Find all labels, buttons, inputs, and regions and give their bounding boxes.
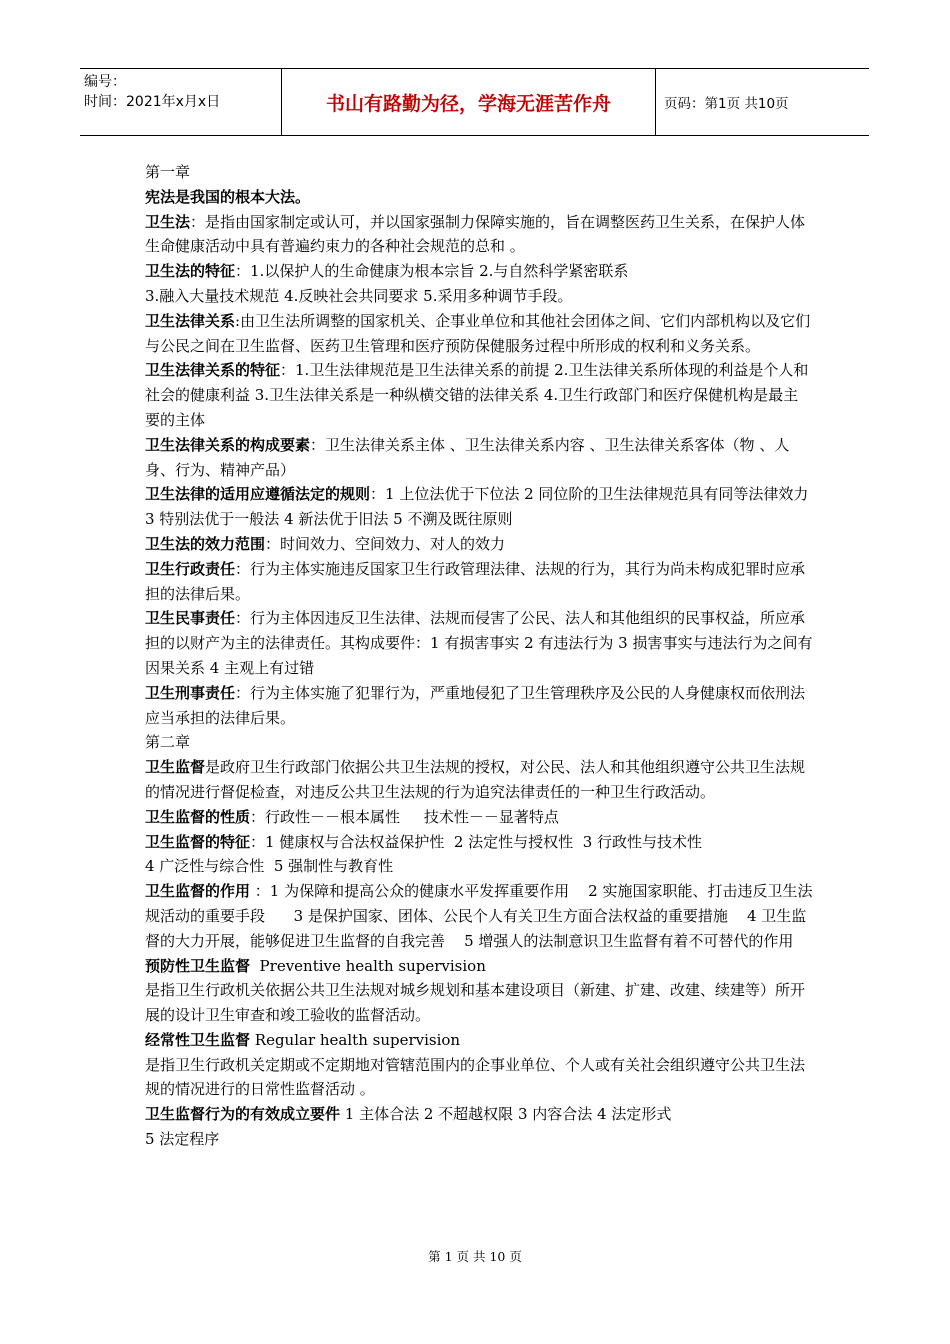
- paragraph-term: 卫生监督行为的有效成立要件: [145, 1105, 341, 1124]
- paragraph-text: ：行为主体实施了犯罪行为，严重地侵犯了卫生管理秩序及公民的人身健康权而依刑法应当承担的法律后果。: [145, 683, 806, 727]
- paragraph-text: ：卫生法律关系主体 、卫生法律关系内容 、卫生法律关系客体（物 、人身、行为、精神产品）: [145, 435, 790, 479]
- paragraph-term: 卫生行政责任: [145, 559, 236, 578]
- paragraph-text: :由卫生法所调整的国家机关、企事业单位和其他社会团体之间、它们内部机构以及它们与公民之间在卫生监督、医药卫生管理和医疗预防保健服务过程中所形成的权利和义务关系。: [145, 311, 811, 355]
- paragraph: [145, 284, 813, 309]
- paragraph-term: 卫生监督的特征: [145, 832, 251, 851]
- paragraph: [145, 1102, 813, 1127]
- paragraph-text: 1 主体合法 2 不超越权限 3 内容合法 4 法定形式: [340, 1105, 672, 1124]
- paragraph-term: 卫生法律关系的构成要素: [145, 435, 311, 454]
- paragraph-term: 卫生监督: [145, 758, 206, 777]
- paragraph: [145, 954, 813, 979]
- paragraph: [145, 730, 813, 755]
- paragraph-text: 5 法定程序: [145, 1130, 220, 1149]
- paragraph-term: 卫生法的特征: [145, 262, 236, 281]
- paragraph-text: Preventive health supervision: [250, 956, 486, 975]
- paragraph-term: 卫生法: [145, 212, 191, 231]
- paragraph-term: 卫生民事责任: [145, 609, 236, 628]
- paragraph-text: ：1.以保护人的生命健康为根本宗旨 2.与自然科学紧密联系: [235, 262, 629, 281]
- paragraph-text: ：1.卫生法律规范是卫生法律关系的前提 2.卫生法律关系所体现的利益是个人和社会的健康利益 3.卫生法律关系是一种纵横交错的法律关系 4.卫生行政部门和医疗保健机构是最主要的主体: [145, 361, 809, 429]
- header-meta: [80, 69, 282, 135]
- paragraph-term: 卫生法律关系的特征: [145, 361, 281, 380]
- paragraph-term: 卫生法的效力范围: [145, 534, 266, 553]
- header-page-info: 页码：第1页 共10页: [664, 96, 789, 112]
- paragraph-term: 预防性卫生监督: [145, 956, 251, 975]
- paragraph: [145, 210, 813, 260]
- paragraph-text: ：行为主体因违反卫生法律、法规而侵害了公民、法人和其他组织的民事权益，所应承担的以财产为主的法律责任。其构成要件：1 有损害事实 2 有违法行为 3 损害事实与违法行为之间有因果关系 4 主观上有过错: [145, 609, 813, 677]
- paragraph-text: ：1 上位法优于下位法 2 同位阶的卫生法律规范具有同等法律效力 3 特别法优于一般法 4 新法优于旧法 5 不溯及既往原则: [145, 485, 814, 529]
- paragraph-text: ：1 为保障和提高公众的健康水平发挥重要作用 2 实施国家职能、打击违反卫生法规活动的重要手段 3 是保护国家、团体、公民个人有关卫生方面合法权益的重要措施 4 卫生监督的大力开展，能够促进卫生监督的自我完善 5 增强人的法制意识卫生监督有着不可替代的作用: [145, 882, 813, 950]
- header-motto: 书山有路勤为径，学海无涯苦作舟: [282, 69, 656, 135]
- page-footer: 第 1 页 共 10 页: [428, 1249, 522, 1264]
- paragraph-term: 宪法是我国的根本大法。: [145, 187, 311, 206]
- paragraph: [145, 805, 813, 830]
- paragraph: [145, 1053, 813, 1103]
- paragraph: [145, 482, 813, 532]
- paragraph: [145, 259, 813, 284]
- paragraph: [145, 532, 813, 557]
- paragraph-text: ：时间效力、空间效力、对人的效力: [265, 534, 506, 553]
- paragraph: [145, 433, 813, 483]
- paragraph: [145, 557, 813, 607]
- paragraph: [145, 1127, 813, 1152]
- paragraph-text: 4 广泛性与综合性 5 强制性与教育性: [145, 857, 394, 876]
- paragraph: [145, 160, 813, 185]
- paragraph-text: ：1 健康权与合法权益保护性 2 法定性与授权性 3 行政性与技术性: [250, 832, 703, 851]
- page-header: [80, 68, 869, 136]
- paragraph-term: 卫生刑事责任: [145, 683, 236, 702]
- header-number-label: 编号：: [84, 74, 126, 90]
- paragraph: [145, 185, 813, 210]
- paragraph-text: ：是指由国家制定或认可，并以国家强制力保障实施的，旨在调整医药卫生关系，在保护人体生命健康活动中具有普遍约束力的各种社会规范的总和 。: [145, 212, 806, 256]
- paragraph-text: ：行为主体实施违反国家卫生行政管理法律、法规的行为，其行为尚未构成犯罪时应承担的法律后果。: [145, 559, 806, 603]
- paragraph-text: 是指卫生行政机关定期或不定期地对管辖范围内的企事业单位、个人或有关社会组织遵守公共卫生法规的情况进行的日常性监督活动 。: [145, 1055, 806, 1099]
- paragraph-text: Regular health supervision: [250, 1030, 461, 1049]
- paragraph-text: 3.融入大量技术规范 4.反映社会共同要求 5.采用多种调节手段。: [145, 286, 573, 305]
- paragraph: [145, 854, 813, 879]
- paragraph-term: 经常性卫生监督: [145, 1030, 251, 1049]
- paragraph-term: 卫生法律的适用应遵循法定的规则: [145, 485, 371, 504]
- paragraph-text: 第二章: [145, 733, 191, 752]
- paragraph: [145, 830, 813, 855]
- paragraph: [145, 606, 813, 680]
- paragraph: [145, 978, 813, 1028]
- paragraph: [145, 309, 813, 359]
- paragraph-term: 卫生监督的性质: [145, 807, 251, 826]
- paragraph-text: 是指卫生行政机关依据公共卫生法规对城乡规划和基本建设项目（新建、扩建、改建、续建等）所开展的设计卫生审查和竣工验收的监督活动。: [145, 981, 806, 1025]
- paragraph-term: 卫生法律关系: [145, 311, 236, 330]
- paragraph: [145, 879, 813, 953]
- paragraph-text: ：行政性－－根本属性 技术性－－显著特点: [250, 807, 559, 826]
- paragraph-term: 卫生监督的作用: [145, 882, 251, 901]
- document-body: [145, 160, 813, 1152]
- paragraph: [145, 1028, 813, 1053]
- paragraph-text: 第一章: [145, 163, 191, 181]
- paragraph-text: 是政府卫生行政部门依据公共卫生法规的授权，对公民、法人和其他组织遵守公共卫生法规的情况进行督促检查，对违反公共卫生法规的行为追究法律责任的一种卫生行政活动。: [145, 758, 806, 801]
- header-time: 时间：2021年x月x日: [84, 94, 221, 110]
- paragraph: [145, 358, 813, 432]
- paragraph: [145, 681, 813, 731]
- paragraph: [145, 755, 813, 805]
